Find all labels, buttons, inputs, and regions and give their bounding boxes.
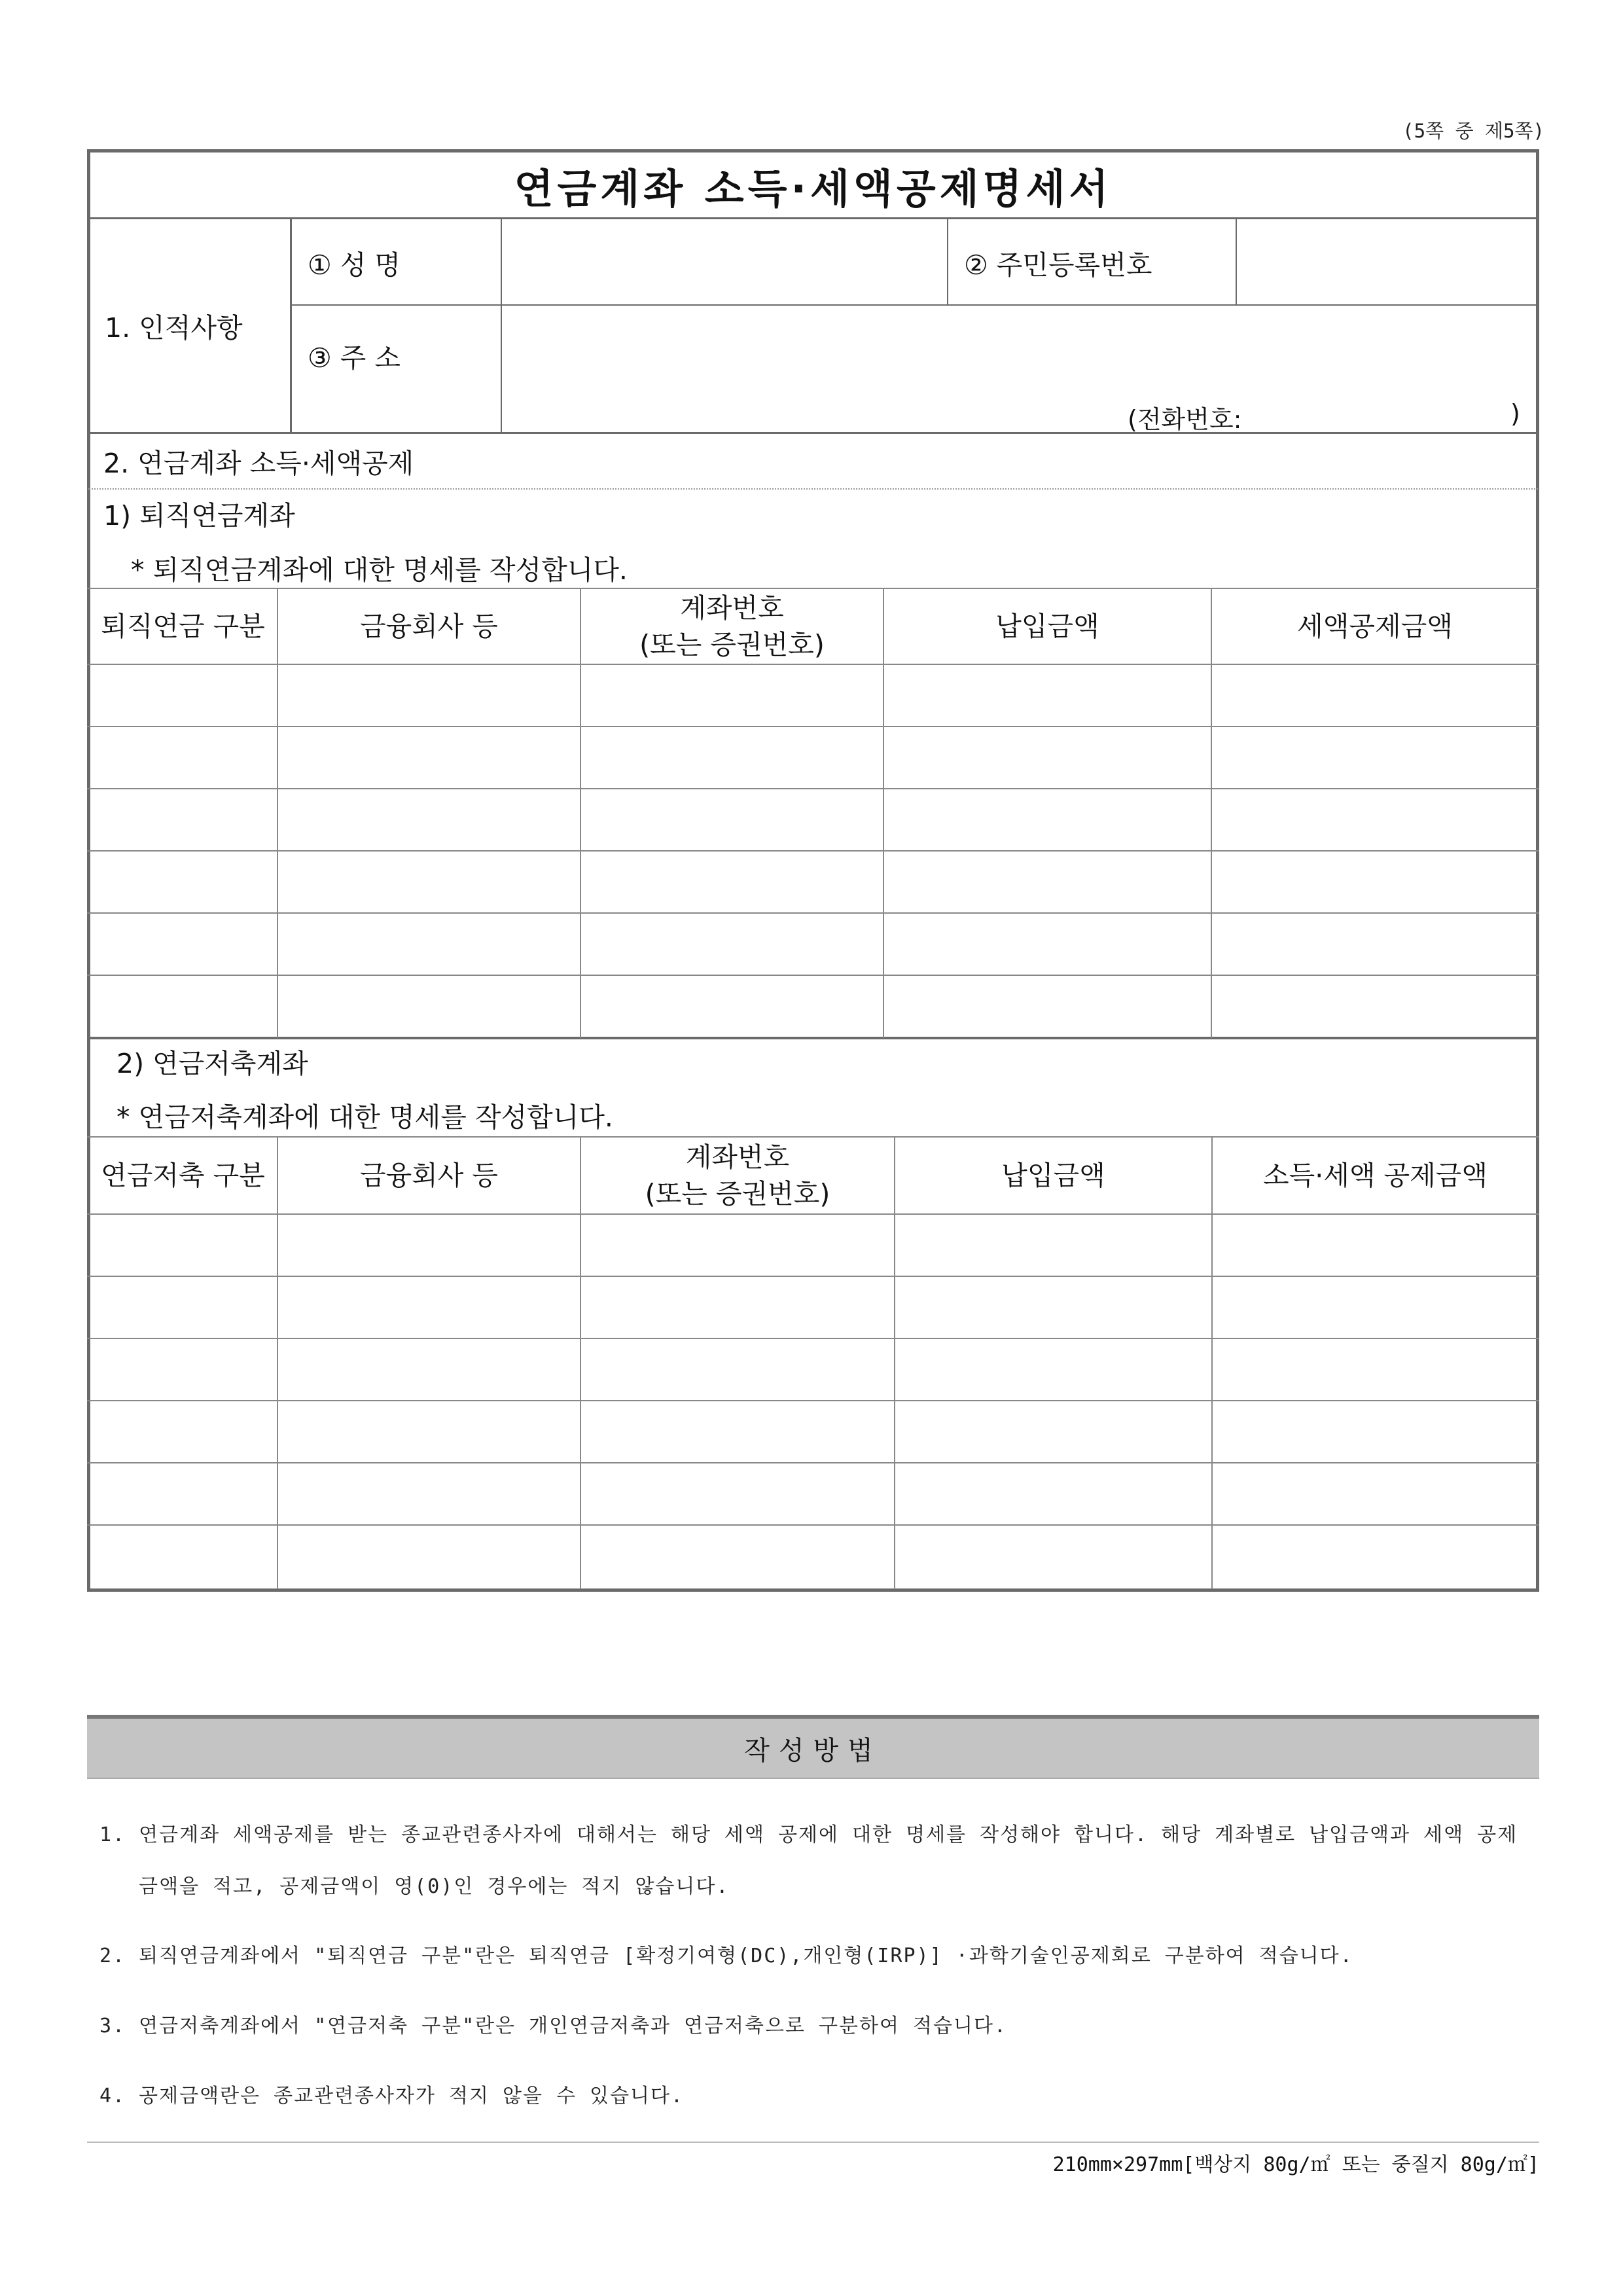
retirement-header-deduction: 세액공제금액: [1297, 611, 1453, 642]
table-row[interactable]: [89, 914, 1538, 975]
savings-header-deduction: 소득·세액 공제금액: [1263, 1160, 1488, 1191]
guide-note-3: 3. 연금저축계좌에서 "연금저축 구분"란은 개인연금저축과 연금저축으로 구분하여 적습니다.: [99, 2015, 1007, 2037]
savings-header-type: 연금저축 구분: [101, 1160, 265, 1191]
table-row[interactable]: [89, 1401, 1538, 1462]
savings-header-payment: 납입금액: [1001, 1160, 1105, 1191]
table-row[interactable]: [89, 852, 1538, 912]
table-row[interactable]: [89, 1215, 1538, 1276]
divider: [87, 2142, 1539, 2143]
address-label: ③ 주 소: [308, 342, 401, 374]
table-row[interactable]: [89, 1277, 1538, 1338]
divider: [947, 219, 948, 305]
name-label: ① 성 명: [308, 249, 401, 281]
retirement-note: * 퇴직연금계좌에 대한 명세를 작성합니다.: [131, 554, 628, 586]
dotted-divider: [88, 488, 1538, 490]
table-row[interactable]: [89, 1339, 1538, 1400]
savings-heading: 2) 연금저축계좌: [116, 1048, 308, 1079]
paper-spec: 210mm×297mm[백상지 80g/㎡ 또는 중질지 80g/㎡]: [1052, 2153, 1539, 2176]
page-number: (5쪽 중 제5쪽): [1402, 120, 1544, 142]
retirement-header-institution: 금융회사 등: [359, 611, 499, 642]
divider: [87, 1778, 1539, 1779]
table-row[interactable]: [89, 976, 1538, 1037]
guide-note-1-cont: 금액을 적고, 공제금액이 영(0)인 경우에는 적지 않습니다.: [99, 1875, 730, 1898]
guide-note-4: 4. 공제금액란은 종교관련종사자가 적지 않을 수 있습니다.: [99, 2085, 685, 2108]
personal-info-label: 1. 인적사항: [105, 312, 243, 344]
savings-header-institution: 금융회사 등: [359, 1160, 499, 1191]
divider: [501, 219, 502, 433]
divider: [87, 217, 1539, 219]
table-row[interactable]: [89, 1463, 1538, 1524]
divider: [291, 304, 1539, 306]
savings-note: * 연금저축계좌에 대한 명세를 작성합니다.: [116, 1102, 613, 1133]
divider: [87, 432, 1539, 434]
phone-close: ): [1510, 399, 1520, 428]
savings-header-account: 계좌번호 (또는 증권번호): [645, 1141, 830, 1210]
divider: [87, 1037, 1539, 1039]
table-row[interactable]: [89, 789, 1538, 850]
guide-title: 작성방법: [87, 1715, 1539, 1778]
table-row[interactable]: [89, 665, 1538, 726]
phone-label: (전화번호:: [1128, 405, 1242, 434]
form-title: 연금계좌 소득·세액공제명세서: [514, 164, 1113, 213]
rrn-label: ② 주민등록번호: [964, 249, 1152, 281]
table-row[interactable]: [89, 1526, 1538, 1587]
divider: [1236, 219, 1237, 305]
table-row[interactable]: [89, 727, 1538, 788]
guide-note-1: 1. 연금계좌 세액공제를 받는 종교관련종사자에 대해서는 해당 세액 공제에 대한 명세를 작성해야 합니다. 해당 계좌별로 납입금액과 세액 공제: [99, 1823, 1518, 1846]
section2-label: 2. 연금계좌 소득·세액공제: [103, 448, 414, 479]
retirement-header-payment: 납입금액: [995, 611, 1099, 642]
retirement-header-type: 퇴직연금 구분: [101, 611, 265, 642]
divider: [290, 219, 292, 433]
retirement-heading: 1) 퇴직연금계좌: [103, 500, 295, 531]
retirement-header-account: 계좌번호 (또는 증권번호): [639, 592, 825, 660]
guide-note-2: 2. 퇴직연금계좌에서 "퇴직연금 구분"란은 퇴직연금 [확정기여형(DC),개인형(IRP)] ·과학기술인공제회로 구분하여 적습니다.: [99, 1945, 1353, 1967]
